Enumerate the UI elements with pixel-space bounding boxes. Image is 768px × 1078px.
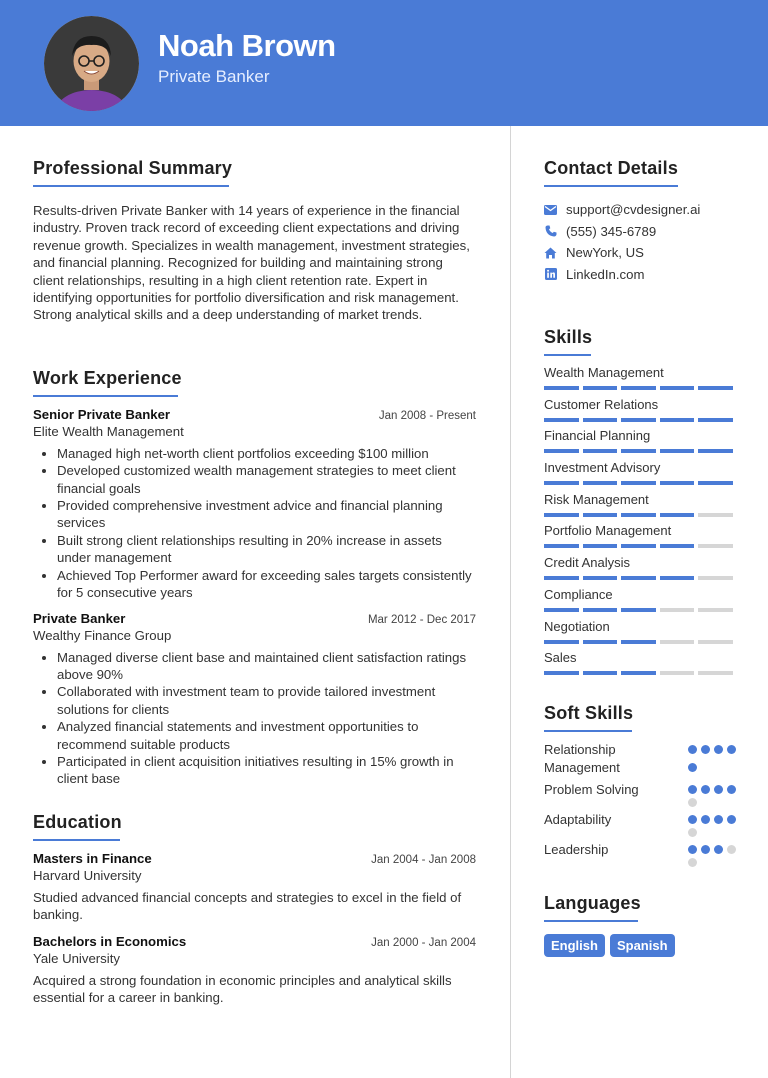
skills-section [544, 327, 744, 681]
soft-skill-item [544, 841, 744, 867]
skill-level-segment [583, 513, 618, 517]
skill-level-segment [698, 576, 733, 580]
rating-dot [688, 798, 697, 807]
language-badge: Spanish [610, 934, 675, 957]
list-item: • Built strong client relationships resulting in 20% increase in assets under management [57, 532, 476, 567]
rating-dot [727, 845, 736, 854]
skill-level-segment [660, 418, 695, 422]
skill-level-segment [621, 513, 656, 517]
skill-level-segment [660, 449, 695, 453]
skill-level-segment [660, 544, 695, 548]
skill-level-segment [621, 449, 656, 453]
soft-skill-label: Relationship Management [544, 741, 620, 775]
contact-phone[interactable] [544, 221, 744, 243]
skill-level-segment [621, 576, 656, 580]
skill-level-segment [583, 481, 618, 485]
contact-text: (555) 345-6789 [566, 223, 657, 239]
education-section [33, 812, 476, 1007]
skill-level-segment [544, 386, 579, 390]
skill-level-segment [621, 608, 656, 612]
skill-level-segment [698, 671, 733, 675]
job-date: Mar 2012 - Dec 2017 [367, 613, 476, 626]
sidebar-column [544, 158, 744, 957]
skill-level-segment [583, 640, 618, 644]
school-name: Yale University [33, 950, 120, 966]
rating-dot [688, 763, 697, 772]
skill-level-segment [660, 640, 695, 644]
rating-dot [714, 815, 723, 824]
section-rule [544, 354, 591, 356]
skill-level-segment [544, 513, 579, 517]
section-title: Work Experience [33, 367, 182, 388]
skill-item [544, 649, 744, 681]
skill-level-bar [544, 513, 733, 517]
soft-skill-label: Adaptability [544, 811, 612, 827]
candidate-name: Noah Brown [158, 28, 336, 63]
soft-skills-list [544, 741, 744, 867]
skill-label: Risk Management [544, 491, 649, 507]
rating-dot [688, 858, 697, 867]
soft-skills-section [544, 703, 744, 867]
skill-level-segment [698, 386, 733, 390]
section-title: Soft Skills [544, 702, 634, 723]
section-rule [544, 730, 632, 732]
rating-dot [701, 845, 710, 854]
education-date: Jan 2004 - Jan 2008 [371, 853, 476, 866]
languages-list [544, 934, 744, 957]
skill-level-bar [544, 544, 733, 548]
rating-dot [688, 785, 697, 794]
skill-level-bar [544, 671, 733, 675]
languages-section [544, 893, 744, 957]
linkedin-icon [544, 268, 557, 281]
skill-level-segment [544, 671, 579, 675]
skill-item [544, 618, 744, 650]
skill-label: Wealth Management [544, 365, 664, 380]
soft-skill-label: Leadership [544, 841, 609, 857]
phone-icon [544, 225, 557, 238]
rating-dot [688, 828, 697, 837]
soft-skill-rating [688, 811, 744, 837]
skill-level-bar [544, 418, 733, 422]
job-entry [33, 407, 476, 602]
skill-level-segment [583, 544, 618, 548]
home-icon [544, 246, 557, 259]
soft-skill-rating [688, 741, 744, 777]
skill-level-bar [544, 481, 733, 485]
list-item: • Participated in client acquisition initiatives resulting in 15% growth in client base [57, 753, 476, 788]
section-rule [33, 395, 178, 397]
skill-label: Credit Analysis [544, 555, 630, 571]
skill-label: Investment Advisory [544, 460, 661, 476]
rating-dot [727, 785, 736, 794]
list-item: • Managed high net-worth client portfolios exceeding $100 million [57, 445, 476, 462]
job-entry [33, 611, 476, 788]
skill-level-segment [698, 418, 733, 422]
skill-level-segment [544, 418, 579, 422]
skill-level-segment [544, 576, 579, 580]
skill-level-segment [698, 640, 733, 644]
job-company: Wealthy Finance Group [33, 627, 172, 643]
contact-text: support@cvdesigner.ai [566, 202, 701, 218]
skill-item [544, 396, 744, 428]
skill-level-segment [583, 386, 618, 390]
education-entry [33, 934, 476, 1007]
skill-level-segment [583, 671, 618, 675]
skill-item [544, 554, 744, 586]
list-item: • Analyzed financial statements and investment opportunities to recommend suitable products [57, 718, 476, 753]
skill-level-segment [583, 608, 618, 612]
section-title: Professional Summary [33, 158, 233, 178]
email-icon [544, 203, 557, 216]
skill-label: Sales [544, 650, 577, 666]
skill-level-segment [544, 481, 579, 485]
degree-title: Bachelors in Economics [33, 933, 187, 949]
skill-level-segment [621, 481, 656, 485]
section-title: Contact Details [544, 158, 679, 178]
rating-dot [714, 745, 723, 754]
skill-level-segment [621, 386, 656, 390]
job-title: Private Banker [33, 610, 126, 626]
list-item: • Developed customized wealth management strategies to meet client financial goals [57, 462, 476, 497]
soft-skill-rating [688, 841, 744, 867]
skill-level-segment [621, 544, 656, 548]
header-banner [0, 0, 768, 126]
section-title: Education [33, 811, 122, 832]
contact-text: NewYork, US [566, 245, 644, 261]
job-bullets [33, 649, 476, 788]
skill-level-bar [544, 576, 733, 580]
list-item: • Managed diverse client base and maintained client satisfaction ratings above 90% [57, 649, 476, 684]
skill-level-bar [544, 608, 733, 612]
skill-item [544, 586, 744, 618]
rating-dot [714, 785, 723, 794]
soft-skill-item [544, 781, 744, 807]
skill-level-segment [583, 418, 618, 422]
job-date: Jan 2008 - Present [378, 409, 476, 422]
rating-dot [688, 845, 697, 854]
soft-skill-label: Problem Solving [544, 781, 639, 797]
skill-level-segment [698, 481, 733, 485]
rating-dot [688, 745, 697, 754]
skill-level-segment [621, 640, 656, 644]
soft-skill-item [544, 811, 744, 837]
education-entry [33, 851, 476, 924]
rating-dot [727, 815, 736, 824]
rating-dot [714, 845, 723, 854]
skill-level-segment [544, 544, 579, 548]
soft-skill-item [544, 741, 744, 777]
contact-section [544, 158, 744, 285]
skill-level-segment [698, 449, 733, 453]
job-company: Elite Wealth Management [33, 423, 184, 439]
main-column [33, 158, 476, 1006]
skill-level-segment [660, 513, 695, 517]
education-description: Studied advanced financial concepts and strategies to excel in the field of banking. [33, 889, 462, 923]
skill-level-segment [660, 671, 695, 675]
skill-level-segment [660, 481, 695, 485]
rating-dot [727, 745, 736, 754]
rating-dot [701, 785, 710, 794]
skill-level-segment [660, 576, 695, 580]
skill-level-segment [544, 640, 579, 644]
rating-dot [701, 745, 710, 754]
skill-label: Financial Planning [544, 428, 651, 444]
degree-title: Masters in Finance [33, 850, 152, 866]
language-badge: English [544, 934, 605, 957]
education-description: Acquired a strong foundation in economic principles and analytical skills essential for a career in banking. [33, 972, 452, 1005]
skill-level-segment [698, 544, 733, 548]
contact-email[interactable] [544, 199, 744, 221]
skill-level-bar [544, 449, 733, 453]
skill-item [544, 522, 744, 554]
rating-dot [701, 815, 710, 824]
section-rule [33, 185, 229, 187]
job-bullets [33, 445, 476, 602]
education-date: Jan 2000 - Jan 2004 [371, 936, 476, 949]
skill-label: Negotiation [544, 618, 610, 634]
skill-label: Portfolio Management [544, 523, 672, 539]
rating-dot [688, 815, 697, 824]
skill-level-segment [544, 449, 579, 453]
list-item: • Collaborated with investment team to provide tailored investment solutions for clients [57, 683, 476, 718]
skills-list [544, 364, 744, 681]
candidate-role: Private Banker [158, 67, 270, 86]
skill-item [544, 364, 744, 396]
skill-item [544, 427, 744, 459]
avatar [44, 16, 139, 111]
contact-text: LinkedIn.com [566, 266, 645, 282]
contact-location [544, 242, 744, 264]
column-divider [510, 126, 511, 1078]
section-title: Skills [544, 327, 593, 347]
skill-level-segment [698, 513, 733, 517]
skill-level-segment [660, 386, 695, 390]
skill-level-segment [698, 608, 733, 612]
skill-level-segment [544, 608, 579, 612]
skill-level-bar [544, 640, 733, 644]
skill-label: Customer Relations [544, 396, 659, 412]
avatar-photo [44, 16, 139, 111]
skill-level-bar [544, 386, 733, 390]
skill-level-segment [583, 449, 618, 453]
skill-level-segment [660, 608, 695, 612]
soft-skill-rating [688, 781, 744, 807]
job-title: Senior Private Banker [33, 406, 171, 422]
summary-text: Results-driven Private Banker with 14 years of experience in the financial industry. Proven track record of exceeding client expectations and driving revenue growth. Specializes in wealth management, investment strategies, and financial planning. Recognized for building and maintaining strong client relationships, resulting in a high client retention rate. Expert in identifying opportunities for portfolio diversification and risk management. Strong analytical skills and a deep understanding of market trends. [33, 203, 470, 323]
skill-label: Compliance [544, 586, 613, 602]
work-section [33, 368, 476, 788]
section-title: Languages [544, 892, 641, 913]
summary-section [33, 158, 476, 324]
school-name: Harvard University [33, 867, 142, 883]
skill-item [544, 459, 744, 491]
section-rule [33, 839, 120, 841]
contact-linkedin[interactable] [544, 264, 744, 286]
skill-item [544, 491, 744, 523]
skill-level-segment [583, 576, 618, 580]
section-rule [544, 185, 678, 187]
list-item: • Achieved Top Performer award for exceeding sales targets consistently for 5 consecutive years [57, 567, 476, 602]
skill-level-segment [621, 418, 656, 422]
section-rule [544, 920, 638, 922]
skill-level-segment [621, 671, 656, 675]
list-item: • Provided comprehensive investment advice and financial planning services [57, 497, 476, 532]
